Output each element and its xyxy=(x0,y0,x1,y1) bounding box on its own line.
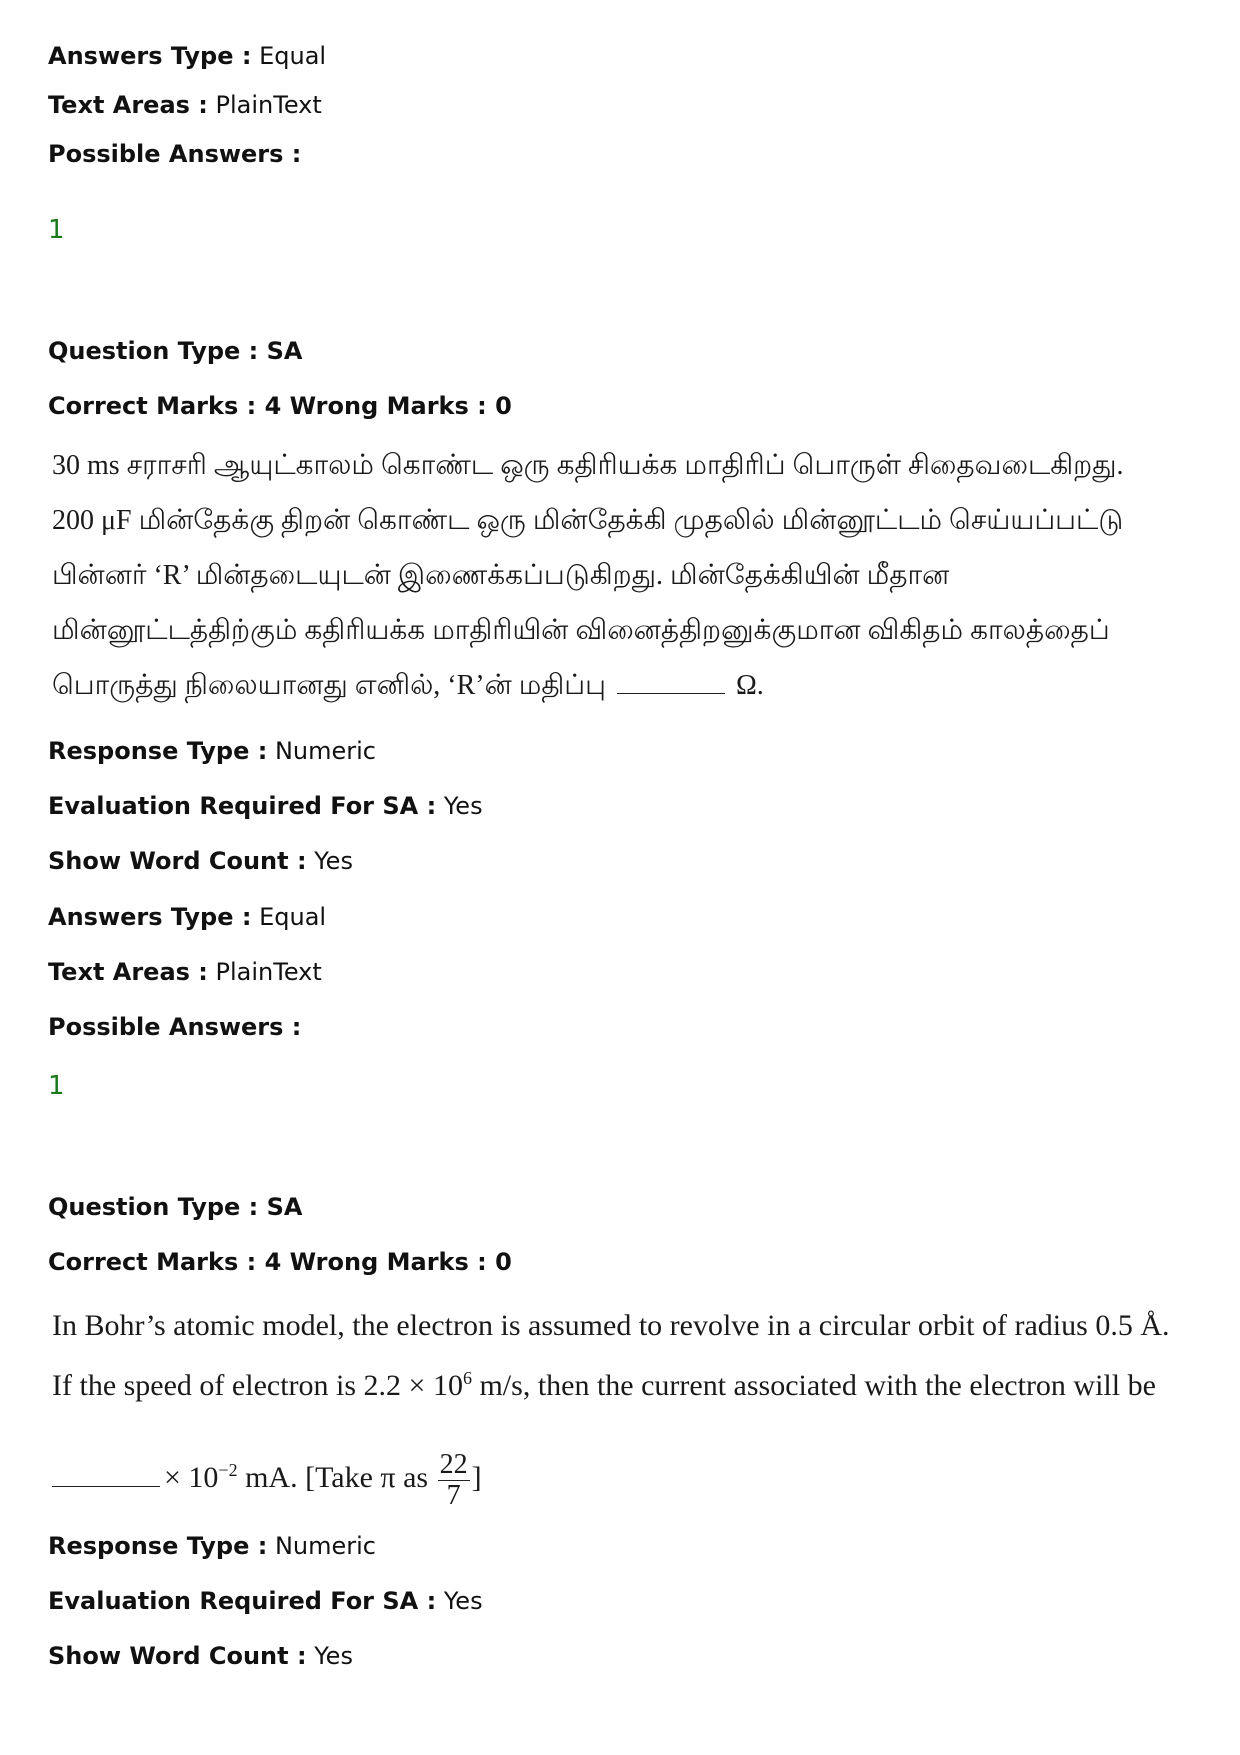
line2-exponent: 6 xyxy=(462,1368,472,1388)
marks-line: Correct Marks : 4 Wrong Marks : 0 xyxy=(48,392,512,420)
question-text-line xyxy=(52,1352,1170,1404)
answer-blank xyxy=(617,671,725,694)
question-type: Question Type : SA xyxy=(48,1193,303,1221)
line2-end: m/s, then the current associated with the electron will be xyxy=(471,1369,1156,1402)
word-count-value: Yes xyxy=(314,1642,353,1670)
response-type-row xyxy=(48,735,376,767)
word-count-label: Show Word Count : xyxy=(48,1642,307,1670)
answers-type-label: Answers Type : xyxy=(48,42,252,70)
word-count-row xyxy=(48,845,353,877)
line3-start: × 10 xyxy=(164,1461,219,1494)
text-areas-row xyxy=(48,89,322,121)
line2-start: If the speed of electron is 2.2 × 10 xyxy=(52,1369,463,1402)
possible-answer-value: 1 xyxy=(48,1071,65,1101)
response-type-label: Response Type : xyxy=(48,737,268,765)
line3-mid: mA. [Take π as xyxy=(237,1461,429,1494)
line3-exponent: −2 xyxy=(218,1460,238,1480)
question-text-line: 200 μF மின்தேக்கு திறன் கொண்ட ஒரு மின்தேக்கி முதலில் மின்னூட்டம் செய்யப்பட்டு xyxy=(52,505,1124,536)
answers-type-value: Equal xyxy=(259,42,327,70)
evaluation-label: Evaluation Required For SA : xyxy=(48,1587,437,1615)
question-text-line: In Bohr’s atomic model, the electron is assumed to revolve in a circular orbit of radius 0.5 Å. xyxy=(52,1309,1170,1342)
answers-type-label: Answers Type : xyxy=(48,903,252,931)
fraction-numerator: 22 xyxy=(439,1448,468,1480)
text-areas-value: PlainText xyxy=(215,958,322,986)
question-text-line: 30 ms சராசரி ஆயுட்காலம் கொண்ட ஒரு கதிரியக்க மாதிரிப் பொருள் சிதைவடைகிறது. xyxy=(52,450,1124,481)
response-type-value: Numeric xyxy=(274,737,376,765)
response-type-row xyxy=(48,1530,376,1562)
question-text-unit: Ω. xyxy=(735,670,764,701)
word-count-value: Yes xyxy=(314,847,353,875)
question-text-formula xyxy=(52,1440,482,1511)
question-text-tamil xyxy=(52,438,1124,713)
question-type: Question Type : SA xyxy=(48,337,303,365)
text-areas-label: Text Areas : xyxy=(48,958,208,986)
fraction-denominator: 7 xyxy=(446,1479,461,1511)
pi-fraction xyxy=(438,1450,470,1511)
line3-close: ] xyxy=(471,1461,482,1494)
word-count-row xyxy=(48,1640,353,1672)
evaluation-row xyxy=(48,790,483,822)
question-text-line: பின்னர் ‘R’ மின்தடையுடன் இணைக்கப்படுகிறது. மின்தேக்கியின் மீதான xyxy=(52,560,950,591)
question-text-line xyxy=(52,658,952,713)
evaluation-value: Yes xyxy=(443,792,483,820)
possible-answers-label: Possible Answers : xyxy=(48,140,302,168)
evaluation-row xyxy=(48,1585,483,1617)
word-count-label: Show Word Count : xyxy=(48,847,307,875)
text-areas-row xyxy=(48,956,322,988)
possible-answer-value: 1 xyxy=(48,215,65,245)
possible-answers-label: Possible Answers : xyxy=(48,1013,302,1041)
evaluation-label: Evaluation Required For SA : xyxy=(48,792,437,820)
question-text-line: மின்னூட்டத்திற்கும் கதிரியக்க மாதிரியின் வினைத்திறனுக்குமான விகிதம் காலத்தைப் xyxy=(52,615,1110,646)
answer-blank xyxy=(52,1464,160,1487)
answers-type-row xyxy=(48,40,326,72)
answers-type-value: Equal xyxy=(259,903,327,931)
evaluation-value: Yes xyxy=(443,1587,483,1615)
text-areas-value: PlainText xyxy=(215,91,322,119)
question-text-last: பொருத்து நிலையானது எனில், ‘R’ன் மதிப்பு xyxy=(52,670,606,701)
question-text-english xyxy=(52,1300,1170,1404)
response-type-label: Response Type : xyxy=(48,1532,268,1560)
text-areas-label: Text Areas : xyxy=(48,91,208,119)
answers-type-row xyxy=(48,901,326,933)
marks-line: Correct Marks : 4 Wrong Marks : 0 xyxy=(48,1248,512,1276)
response-type-value: Numeric xyxy=(274,1532,376,1560)
